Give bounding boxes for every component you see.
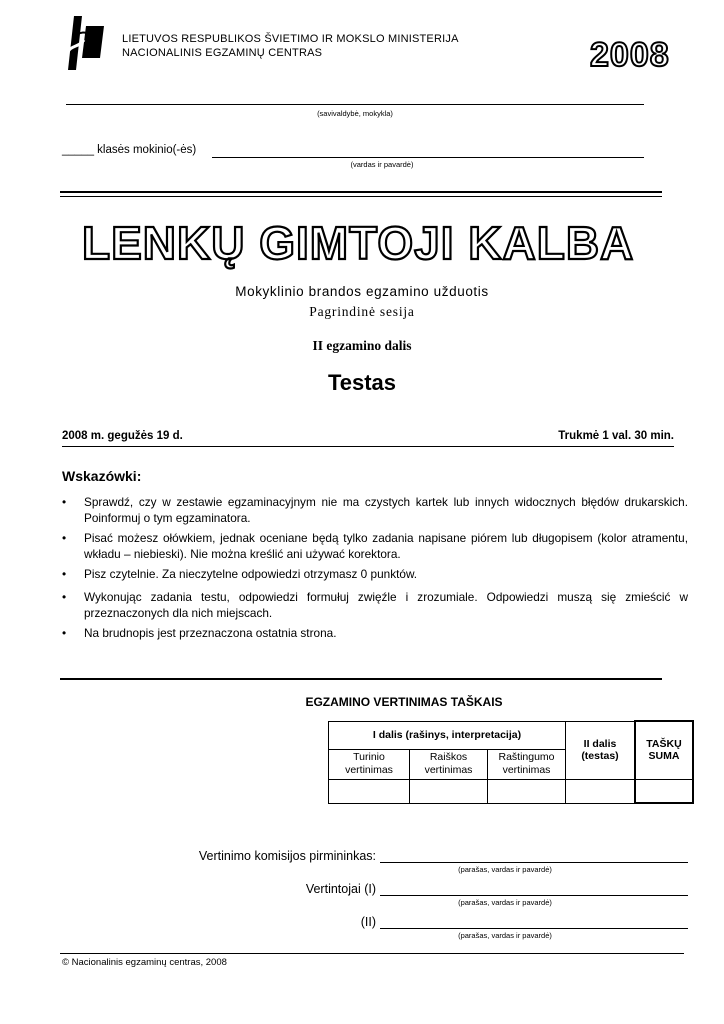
org-line-2: NACIONALINIS EGZAMINŲ CENTRAS [122,47,323,59]
class-label: _____ klasės mokinio(-ės) [62,144,197,156]
school-line[interactable] [66,104,644,105]
evaluator-2-signature-line[interactable] [380,928,688,929]
bullet: • [62,567,67,581]
total-score-cell[interactable] [635,779,693,803]
evaluator-1-signature-line[interactable] [380,895,688,896]
chair-signature-line[interactable] [380,862,688,863]
expression-score-cell[interactable] [410,779,488,803]
sum-header: TAŠKŲ SUMA [635,721,693,779]
test-score-cell[interactable] [566,779,636,803]
instruction-item [62,494,688,526]
copyright-text: Nacionalinis egzaminų centras, 2008 [71,957,227,968]
chair-caption: (parašas, vardas ir pavardė) [458,865,552,874]
copyright-symbol: © [62,957,69,968]
part1-header: I dalis (rašinys, interpretacija) [329,721,566,749]
exam-date: 2008 m. gegužės 19 d. [62,430,183,442]
instruction-item [62,530,688,562]
name-caption: (vardas ir pavardė) [350,160,414,169]
org-line-1: LIETUVOS RESPUBLIKOS ŠVIETIMO IR MOKSLO MINISTERIJA [122,33,459,45]
name-line[interactable] [212,157,644,158]
instruction-text: Na brudnopis jest przeznaczona ostatnia strona. [84,626,337,640]
grading-title: EGZAMINO VERTINIMAS TAŠKAIS [305,695,503,709]
content-eval-header: Turinio vertinimas [329,749,410,779]
evaluator-2-label: (II) [360,915,376,929]
nec-logo [64,14,108,72]
exam-year: 2008 [590,36,670,74]
top-rule [60,191,662,193]
literacy-eval-header: Raštingumo vertinimas [488,749,566,779]
grading-table [328,720,694,804]
instructions-heading: Wskazówki: [62,468,142,484]
instruction-item [62,589,688,621]
expression-eval-header: Raiškos vertinimas [410,749,488,779]
subject-title: LENKŲ GIMTOJI KALBA [82,217,635,269]
exam-part: II egzamino dalis [312,338,412,353]
bullet: • [62,531,67,545]
exam-type: Mokyklinio brandos egzamino užduotis [235,284,489,299]
instruction-text: Pisać możesz ołówkiem, jednak oceniane będą tylko zadania napisane piórem lub długopisem (kolor atramentu, wkładu – niebieski). Nie można kreślić ani używać korektora. [84,531,688,561]
evaluator-1-label: Vertintojai (I) [305,882,376,896]
instruction-item [62,625,688,641]
literacy-score-cell[interactable] [488,779,566,803]
part2-header: II dalis (testas) [566,721,636,779]
chair-label: Vertinimo komisijos pirmininkas: [198,849,376,863]
instruction-item [62,566,688,582]
top-rule-thin [60,196,662,197]
exam-duration: Trukmė 1 val. 30 min. [558,430,674,442]
test-title: Testas [327,370,397,395]
footer-rule [60,953,684,954]
org-name [122,32,459,60]
exam-session: Pagrindinė sesija [309,304,415,319]
instruction-text: Pisz czytelnie. Za nieczytelne odpowiedzi otrzymasz 0 punktów. [84,567,418,581]
evaluator-1-caption: (parašas, vardas ir pavardė) [458,898,552,907]
copyright [62,957,227,968]
bullet: • [62,590,67,604]
bullet: • [62,495,67,509]
bullet: • [62,626,67,640]
evaluator-2-caption: (parašas, vardas ir pavardė) [458,931,552,940]
instruction-text: Wykonując zadania testu, odpowiedzi formułuj zwięźle i zrozumiale. Odpowiedzi muszą się zmieścić w przeznaczonych dla nich miejscach. [84,590,688,620]
content-score-cell[interactable] [329,779,410,803]
mid-rule [60,678,662,680]
school-caption: (savivaldybė, mokykla) [317,109,393,118]
date-rule [62,446,674,447]
instruction-text: Sprawdź, czy w zestawie egzaminacyjnym nie ma czystych kartek lub innych widocznych błędów drukarskich. Poinformuj o tym egzaminatora. [84,495,688,525]
